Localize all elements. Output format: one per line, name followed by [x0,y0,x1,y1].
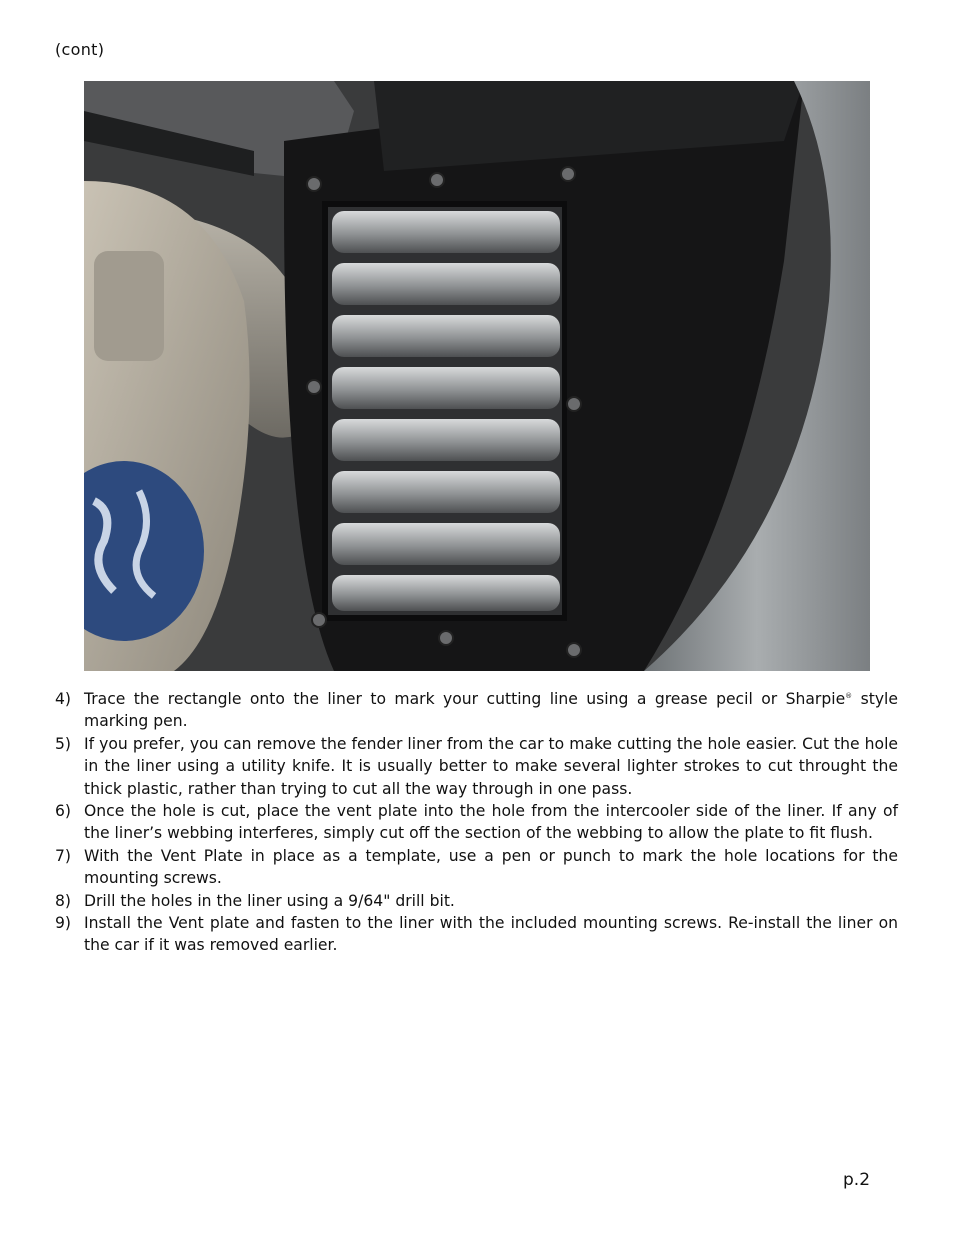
step-text: Trace the rectangle onto the liner to mark your cutting line using a grease pecil or Sharpie® style marking pen. [84,690,898,731]
step-number: 8) [55,891,72,910]
step-number: 4) [55,690,72,708]
step-text: Install the Vent plate and fasten to the liner with the included mounting screws. Re-install the liner on the car if it was removed earlier. [84,914,898,955]
step-7 [55,845,898,890]
step-number: 5) [55,734,72,753]
step-text: With the Vent Plate in place as a template, use a pen or punch to mark the hole locations for the mounting screws. [84,846,898,888]
step-8 [55,890,898,912]
step-number: 9) [55,914,72,933]
step-number: 6) [55,802,72,821]
step-4 [55,688,898,733]
registered-mark: ® [845,691,853,700]
step-9 [55,912,898,957]
step-6 [55,800,898,845]
step-text: If you prefer, you can remove the fender liner from the car to make cutting the hole easier. Cut the hole in the liner using a utility knife. It is usually better to make several lighter strokes to cut throught the thick plastic, rather than trying to cut all the way through in one pass. [84,734,898,798]
step-text: Once the hole is cut, place the vent plate into the hole from the intercooler side of the liner. If any of the liner’s webbing interferes, simply cut off the section of the webbing to allow the plate to fit flush. [84,802,898,843]
step-number: 7) [55,846,72,865]
step-5 [55,733,898,800]
continued-label: (cont) [55,40,105,59]
vent-plate-photo [84,81,870,671]
page-number: p.2 [843,1170,871,1190]
instruction-steps [55,688,898,957]
step-text: Drill the holes in the liner using a 9/64" drill bit. [84,891,455,910]
